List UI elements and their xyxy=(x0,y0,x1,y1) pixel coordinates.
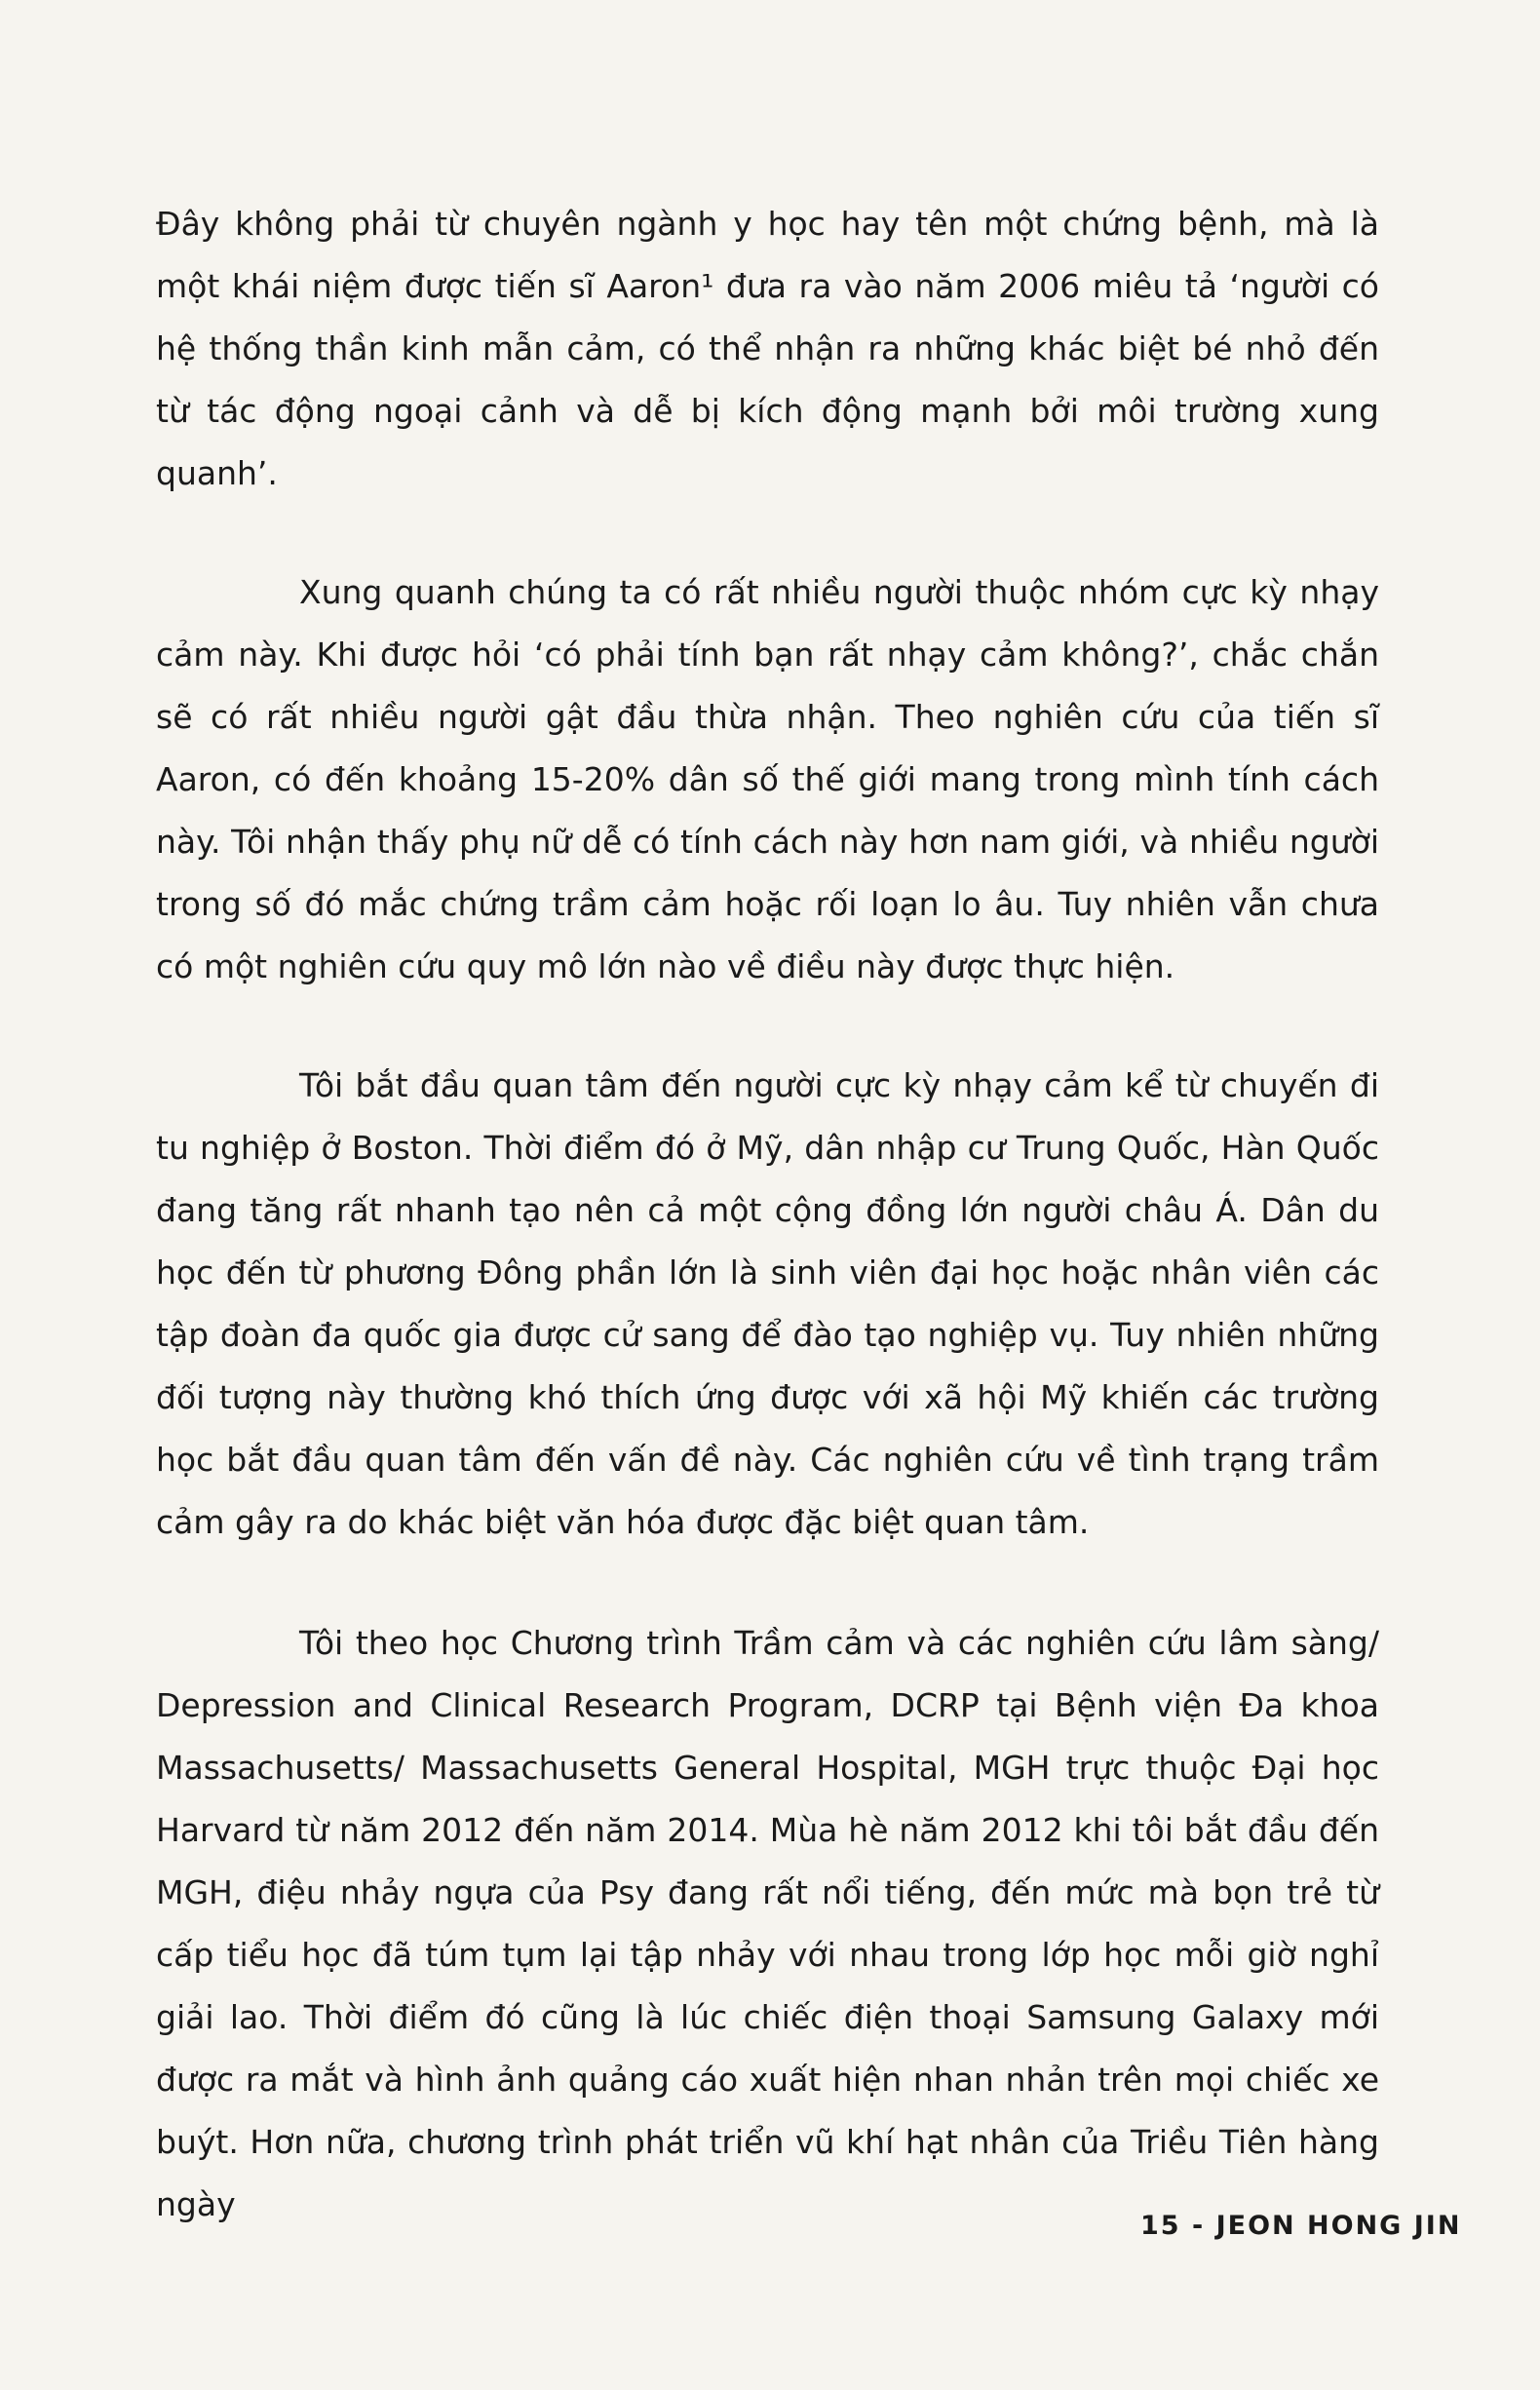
paragraph-1: Đây không phải từ chuyên ngành y học hay tên một chứng bệnh, mà là một khái niệm được tiến sĩ Aaron¹ đưa ra vào năm 2006 miêu tả ‘người có hệ thống thần kinh mẫn cảm, có thể nhận ra những khác biệt bé nhỏ đến từ tác động ngoại cảnh và dễ bị kích động mạnh bởi môi trường xung quanh’. xyxy=(156,205,1379,492)
page-footer: 15 - JEON HONG JIN xyxy=(1140,2211,1462,2241)
paragraph-spacer xyxy=(156,998,1379,1055)
paragraph-4: Tôi theo học Chương trình Trầm cảm và các nghiên cứu lâm sàng/ Depression and Clinical Research Program, DCRP tại Bệnh viện Đa khoa Massachusetts/ Massachusetts General Hospital, MGH trực thuộc Đại học Harvard từ năm 2012 đến năm 2014. Mùa hè năm 2012 khi tôi bắt đầu đến MGH, điệu nhảy ngựa của Psy đang rất nổi tiếng, đến mức mà bọn trẻ từ cấp tiểu học đã túm tụm lại tập nhảy với nhau trong lớp học mỗi giờ nghỉ giải lao. Thời điểm đó cũng là lúc chiếc điện thoại Samsung Galaxy mới được ra mắt và hình ảnh quảng cáo xuất hiện nhan nhản trên mọi chiếc xe buýt. Hơn nữa, chương trình phát triển vũ khí hạt nhân của Triều Tiên hàng ngày xyxy=(156,1624,1379,2223)
paragraph-2: Xung quanh chúng ta có rất nhiều người thuộc nhóm cực kỳ nhạy cảm này. Khi được hỏi ‘có phải tính bạn rất nhạy cảm không?’, chắc chắn sẽ có rất nhiều người gật đầu thừa nhận. Theo nghiên cứu của tiến sĩ Aaron, có đến khoảng 15-20% dân số thế giới mang trong mình tính cách này. Tôi nhận thấy phụ nữ dễ có tính cách này hơn nam giới, và nhiều người trong số đó mắc chứng trầm cảm hoặc rối loạn lo âu. Tuy nhiên vẫn chưa có một nghiên cứu quy mô lớn nào về điều này được thực hiện. xyxy=(156,573,1379,985)
body-text xyxy=(156,193,1379,2236)
paragraph-spacer xyxy=(156,505,1379,561)
paragraph-3: Tôi bắt đầu quan tâm đến người cực kỳ nhạy cảm kể từ chuyến đi tu nghiệp ở Boston. Thời điểm đó ở Mỹ, dân nhập cư Trung Quốc, Hàn Quốc đang tăng rất nhanh tạo nên cả một cộng đồng lớn người châu Á. Dân du học đến từ phương Đông phần lớn là sinh viên đại học hoặc nhân viên các tập đoàn đa quốc gia được cử sang để đào tạo nghiệp vụ. Tuy nhiên những đối tượng này thường khó thích ứng được với xã hội Mỹ khiến các trường học bắt đầu quan tâm đến vấn đề này. Các nghiên cứu về tình trạng trầm cảm gây ra do khác biệt văn hóa được đặc biệt quan tâm. xyxy=(156,1066,1379,1541)
paragraph-spacer xyxy=(156,1554,1379,1612)
